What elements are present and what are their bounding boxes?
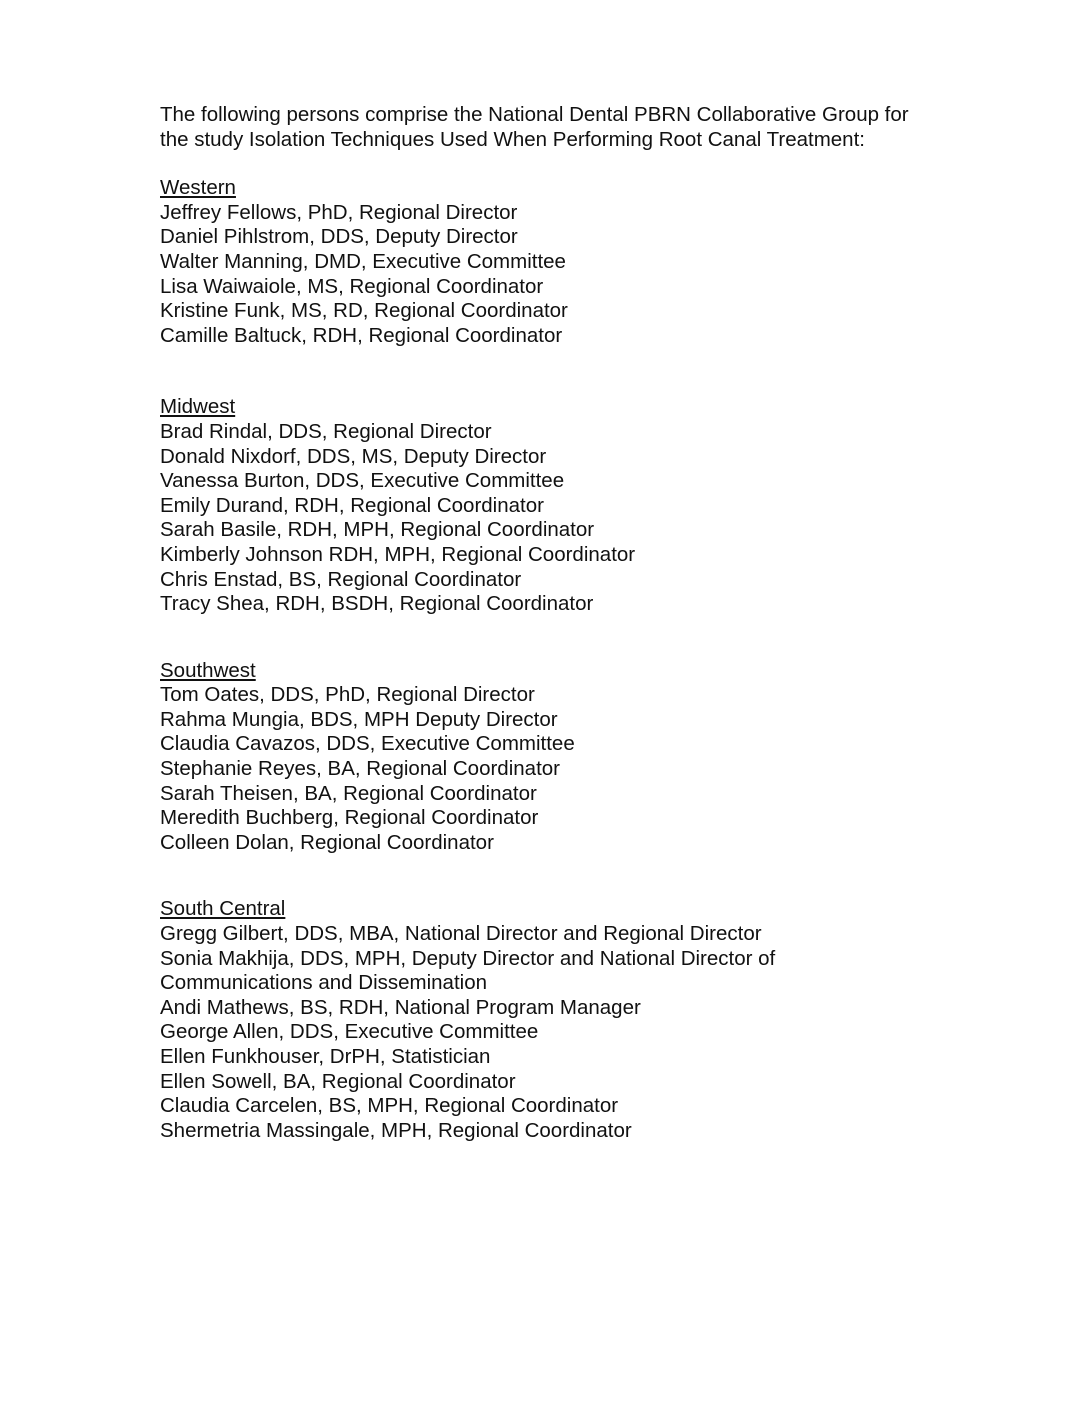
member-line: George Allen, DDS, Executive Committee <box>160 1020 539 1044</box>
member-line: Colleen Dolan, Regional Coordinator <box>160 830 494 854</box>
section-south-central <box>160 897 940 1143</box>
member-line: Ellen Sowell, BA, Regional Coordinator <box>160 1069 516 1093</box>
member-line: Sarah Theisen, BA, Regional Coordinator <box>160 781 537 805</box>
intro-paragraph: The following persons comprise the National Dental PBRN Collaborative Group for the study Isolation Techniques Used When Performing Root Canal Treatment: <box>160 103 909 151</box>
member-line: Andi Mathews, BS, RDH, National Program Manager <box>160 995 641 1019</box>
member-line: Tom Oates, DDS, PhD, Regional Director <box>160 683 535 707</box>
member-line: Rahma Mungia, BDS, MPH Deputy Director <box>160 707 558 731</box>
member-line: Ellen Funkhouser, DrPH, Statistician <box>160 1045 491 1068</box>
member-line: Donald Nixdorf, DDS, MS, Deputy Director <box>160 444 547 468</box>
member-line: Meredith Buchberg, Regional Coordinator <box>160 806 539 830</box>
member-line: Jeffrey Fellows, PhD, Regional Director <box>160 200 518 224</box>
section-heading-south-central: South Central <box>160 897 286 921</box>
member-line: Shermetria Massingale, MPH, Regional Coordinator <box>160 1118 632 1142</box>
member-line: Lisa Waiwaiole, MS, Regional Coordinator <box>160 274 544 298</box>
member-line: Gregg Gilbert, DDS, MBA, National Director and Regional Director <box>160 922 762 946</box>
member-line: Claudia Cavazos, DDS, Executive Committee <box>160 732 575 756</box>
member-line: Emily Durand, RDH, Regional Coordinator <box>160 493 544 517</box>
section-western <box>160 176 940 348</box>
section-heading-western: Western <box>160 176 236 200</box>
member-line: Sarah Basile, RDH, MPH, Regional Coordinator <box>160 518 595 542</box>
section-midwest <box>160 395 940 616</box>
section-heading-midwest: Midwest <box>160 395 236 419</box>
member-line: Kristine Funk, MS, RD, Regional Coordinator <box>160 299 568 323</box>
member-line: Walter Manning, DMD, Executive Committee <box>160 249 566 273</box>
member-line: Tracy Shea, RDH, BSDH, Regional Coordinator <box>160 592 594 616</box>
member-line: Claudia Carcelen, BS, MPH, Regional Coordinator <box>160 1094 619 1118</box>
member-line: Daniel Pihlstrom, DDS, Deputy Director <box>160 225 518 249</box>
section-southwest <box>160 659 940 856</box>
member-line: Sonia Makhija, DDS, MPH, Deputy Director and National Director of Communications and Dissemination <box>160 946 776 995</box>
member-line: Vanessa Burton, DDS, Executive Committee <box>160 469 565 493</box>
member-line: Camille Baltuck, RDH, Regional Coordinator <box>160 323 563 347</box>
section-heading-southwest: Southwest <box>160 658 256 682</box>
document-page <box>160 103 940 1143</box>
member-line: Kimberly Johnson RDH, MPH, Regional Coordinator <box>160 542 636 566</box>
member-line: Brad Rindal, DDS, Regional Director <box>160 419 492 443</box>
member-line: Chris Enstad, BS, Regional Coordinator <box>160 567 522 591</box>
member-line: Stephanie Reyes, BA, Regional Coordinator <box>160 757 560 781</box>
